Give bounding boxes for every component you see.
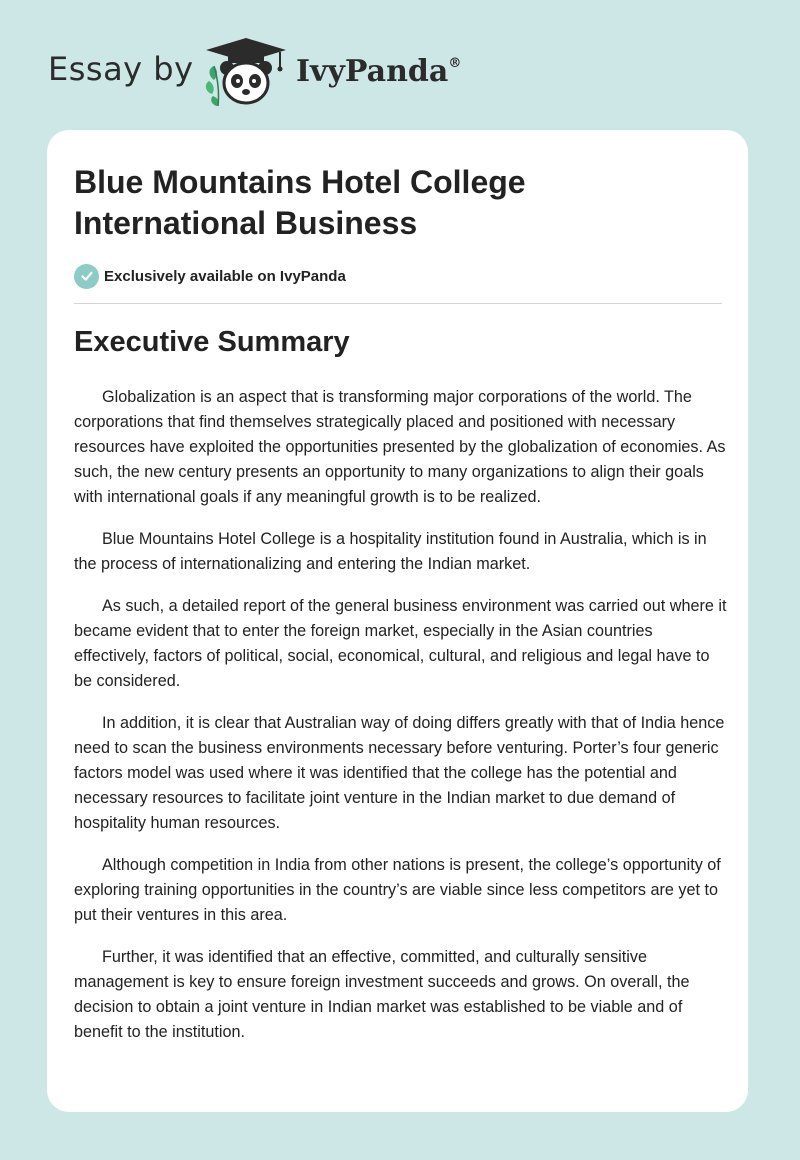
site-header — [0, 0, 800, 130]
registered-mark: ® — [448, 56, 462, 71]
paragraph: Blue Mountains Hotel College is a hospitality institution found in Australia, which is in the process of internationalizing and entering the Indian market. — [74, 530, 707, 573]
ivypanda-logo-icon[interactable] — [200, 36, 292, 108]
essay-by-label: Essay by — [48, 50, 194, 88]
essay-body — [74, 385, 728, 1062]
paragraph: Although competition in India from other nations is present, the college’s opportunity of exploring training opportunities in the country’s are viable since less competitors are yet to put their ventures in this area. — [74, 856, 721, 924]
checkmark-icon — [74, 264, 99, 289]
brand-name[interactable]: IvyPanda® — [296, 54, 462, 89]
exclusive-badge-text: Exclusively available on IvyPanda — [104, 267, 346, 285]
essay-card — [47, 130, 748, 1112]
title-divider — [74, 303, 722, 304]
paragraph: Globalization is an aspect that is transforming major corporations of the world. The corporations that find themselves strategically placed and positioned with necessary resources have exploited the opportunities presented by the globalization of economies. As such, the new century presents an opportunity to many organizations to align their goals with international goals if any meaningful growth is to be realized. — [74, 388, 726, 506]
section-heading: Executive Summary — [74, 326, 350, 358]
paragraph: As such, a detailed report of the general business environment was carried out where it became evident that to enter the foreign market, especially in the Asian countries effectively, factors of political, social, economical, cultural, and religious and legal have to be considered. — [74, 597, 727, 690]
paragraph: Further, it was identified that an effective, committed, and culturally sensitive management is key to ensure foreign investment succeeds and grows. On overall, the decision to obtain a joint venture in Indian market was established to be viable and of benefit to the institution. — [74, 948, 690, 1041]
paragraph: In addition, it is clear that Australian way of doing differs greatly with that of India hence need to scan the business environments necessary before venturing. Porter’s four generic factors model was used where it was identified that the college has the potential and necessary resources to facilitate joint venture in the Indian market to due demand of hospitality human resources. — [74, 714, 725, 832]
page-title: Blue Mountains Hotel College International Business — [74, 164, 526, 241]
exclusive-badge — [74, 263, 346, 289]
